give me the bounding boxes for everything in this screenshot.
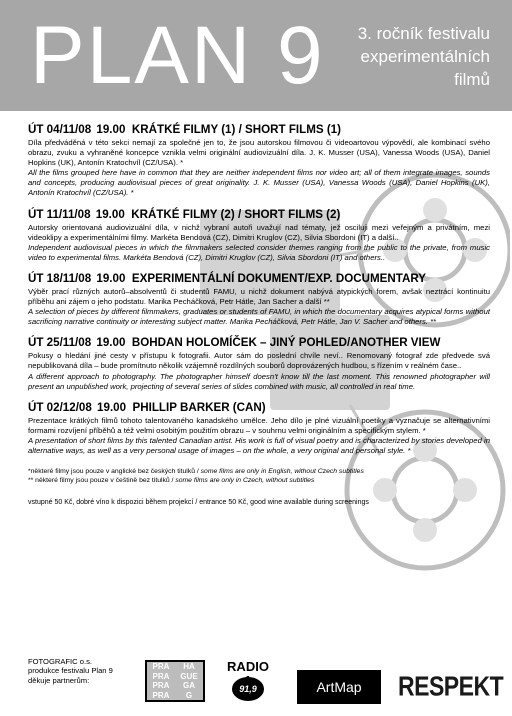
event-time: 19.00: [96, 336, 126, 350]
event-time: 19.00: [95, 207, 125, 221]
program-list: [28, 123, 490, 507]
praha-logo-text: PRA: [152, 681, 170, 690]
event-date: ÚT 18/11/08: [28, 271, 92, 285]
event-heading: [28, 123, 490, 137]
subtitle-line: filmů: [454, 70, 490, 89]
event-description-cz: Prezentace krátkých filmů tohoto talentovaného kanadského umělce. Jeho dílo je plné vizuální poetiky a vyznačuje se alternativními formami rozvíjení příběhů a též velmi osobitým použitím obrazu – v souhrnu velmi originálním a specifickým stylem. *: [28, 415, 490, 435]
event-date: ÚT 04/11/08: [28, 123, 92, 136]
praha-logo-text: HA: [183, 662, 195, 671]
admission-info: vstupné 50 Kč, dobré víno k dispozici během projekcí / entrance 50 Kč, good wine available during screenings: [28, 499, 369, 507]
festival-subtitle: [310, 22, 490, 91]
note-cz: *některé filmy jsou pouze v anglické bez českých titulků /: [28, 468, 201, 476]
note-line: [28, 477, 490, 486]
event-entry: [28, 272, 490, 327]
subtitle-line: 3. ročník festivalu: [357, 24, 490, 43]
event-entry: [28, 208, 490, 263]
event-heading: [28, 336, 490, 350]
event-time: 19.00: [96, 123, 126, 136]
header-band: [0, 0, 512, 111]
praha-logo-text: GA: [183, 681, 195, 690]
event-date: ÚT 02/12/08: [28, 400, 92, 414]
event-title: KRÁTKÉ FILMY (1) / SHORT FILMS (1): [131, 123, 341, 136]
note-line: [28, 468, 490, 477]
radio1-frequency: 91,9: [232, 677, 264, 701]
event-time: 19.00: [96, 271, 126, 285]
event-title: PHILLIP BARKER (CAN): [132, 400, 266, 414]
event-description-cz: Díla předváděná v této sekci nemají za společné jen to, že jsou autorskou filmovou či videoartovou výpovědí, ale kombinací svého obrazu, zvuku a vyhraněné koncepce vznikla velmi originální audiovizuální díla. J. K. Musser (USA), Vanessa Woods (USA), Daniel Hopkins (UK), Antonín Kratochvíl (CZ/USA). *: [28, 138, 490, 168]
radio1-name: RADIO: [227, 659, 269, 674]
event-entry: [28, 336, 490, 391]
event-heading: [28, 208, 490, 222]
radio1-logo: [226, 660, 270, 702]
note-cz: ** některé filmy jsou pouze v češtině bez titulků /: [28, 476, 176, 484]
organizer-line: děkuje partnerům:: [28, 675, 90, 685]
event-title: KRÁTKÉ FILMY (2) / SHORT FILMS (2): [131, 207, 341, 221]
praha-logo-text: PRA: [152, 671, 170, 681]
event-heading: [28, 272, 490, 286]
praha-logo-text: G: [185, 690, 193, 700]
event-title: EXPERIMENTÁLNÍ DOKUMENT/EXP. DOCUMENTARY: [131, 271, 427, 285]
event-time: 19.00: [97, 400, 127, 414]
praha-logo-text: PRA: [152, 662, 170, 671]
event-entry: [28, 123, 490, 199]
respekt-logo: RESPEKT: [398, 670, 504, 702]
artmap-logo: ArtMap: [297, 670, 381, 704]
event-description-en: A different approach to photography. The photographer himself doesn't know till the last moment. This renowned photographer will present an unpublished work, projecting of several series of slides combined with music, all controlled in real time.: [28, 371, 490, 391]
event-description-en: A presentation of short films by this talented Canadian artist. His work is full of visual poetry and is characterized by stories developed in alternative ways, as well as a very personal usage of images – on the whole, a very original and personal style. *: [28, 435, 490, 455]
organizer-line: FOTOGRAFIC o.s.: [28, 657, 92, 666]
event-description-en: Independent audiovisual pieces in which the filmmakers selected consider themes ranging from the public to the private, from music video to experimental films. Markéta Bendová (CZ), Dimitri Kruglov (CZ), Silvia Sbordoni (IT) and others..: [28, 242, 490, 262]
note-en: some films are only in English, without Czech subtitles: [200, 468, 364, 476]
event-entry: [28, 401, 490, 456]
event-date: ÚT 11/11/08: [28, 207, 91, 221]
organizer-credit: [28, 657, 113, 685]
event-description-en: All the films grouped here have in common that they are neither independent films nor video art; all of them integrate images, sounds and concepts, producing audiovisual pieces of great originality. J. K. Musser (USA), Vanessa Woods (USA), Daniel Hopkins (UK), Antonín Kratochvíl (CZ/USA). *: [28, 168, 490, 198]
event-title: BOHDAN HOLOMÍČEK – JINÝ POHLED/ANOTHER VIEW: [131, 336, 441, 350]
note-en: some films are only in Czech, without subtitles: [175, 476, 315, 484]
praha-logo: [145, 660, 205, 702]
event-description-en: A selection of pieces by different filmmakers, graduates or students of FAMU, in which the documentary acquires atypical forms without sacrificing narrative continuity or interesting subject matter. Marika Pecháčková, Petr Hátle, Jan V. Sacher and others. **: [28, 307, 490, 327]
event-description-cz: Výběr prací různých autorů–absolventů či studentů FAMU, u nichž dokument nabývá atypických forem, avšak neztrácí kontinuitu příběhu ani zájem o jeho podstatu. Marika Pecháčková, Petr Hátle, Jan Sacher a další **: [28, 286, 490, 307]
event-heading: [28, 401, 490, 415]
praha-logo-text: GUE: [180, 671, 198, 681]
event-date: ÚT 25/11/08: [28, 336, 92, 350]
event-description-cz: Autorsky orientovaná audiovizuální díla, v nichž vybraní autoři uvažují nad tématy, jež osciluji mezi veřejným a privátním, mezi videoklipy a experimentálními filmy. Markéta Bendová (CZ), Dimitri Kruglov (CZ), Silvia Sbordoni (IT) a další..: [28, 222, 490, 242]
organizer-line: produkce festivalu Plan 9: [28, 666, 113, 676]
praha-logo-text: PRA: [152, 690, 170, 700]
festival-title: PLAN 9: [30, 10, 325, 101]
subtitle-notes: [28, 468, 490, 485]
subtitle-line: experimentálních: [360, 47, 490, 66]
event-description-cz: Pokusy o hledání jiné cesty v přístupu k fotografii. Autor sám do poslední chvíle neví.. Renomovaný fotograf zde předvede svá nepublikovaná díla – bude promítnuto několik vzájemně rozdílných souborů doprovázených hudbou, s řízením v reálném čase..: [28, 351, 490, 371]
